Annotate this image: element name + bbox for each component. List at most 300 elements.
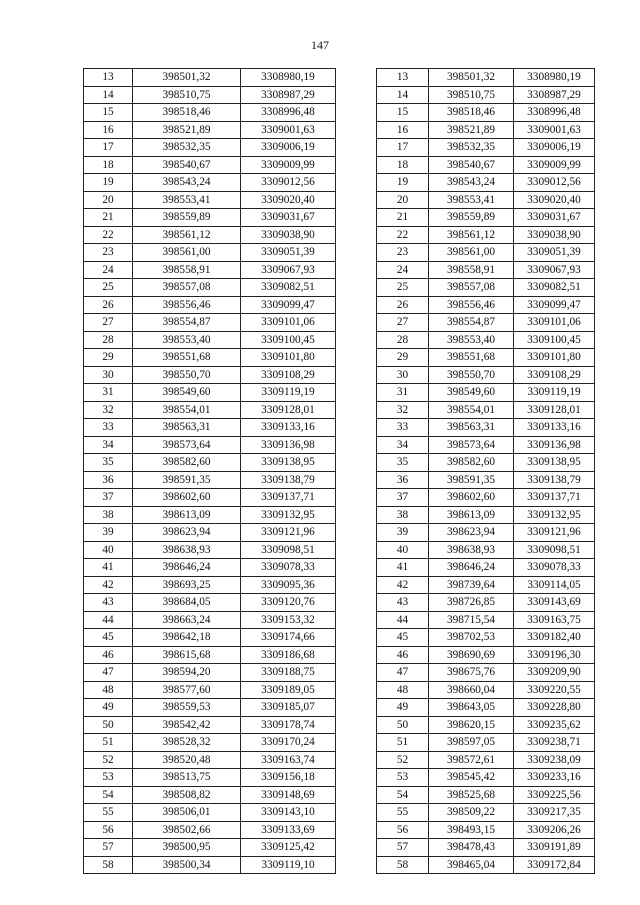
y-coordinate-cell: 3309095,36	[241, 576, 336, 594]
y-coordinate-cell: 3309174,66	[241, 629, 336, 647]
point-number-cell: 36	[84, 471, 133, 489]
y-coordinate-cell: 3309137,71	[241, 489, 336, 507]
table-row	[84, 489, 336, 507]
table-row	[377, 856, 595, 874]
x-coordinate-cell: 398543,24	[429, 174, 514, 192]
y-coordinate-cell: 3309001,63	[514, 121, 595, 139]
table-row	[377, 471, 595, 489]
point-number-cell: 53	[84, 769, 133, 787]
y-coordinate-cell: 3309138,95	[241, 454, 336, 472]
point-number-cell: 49	[377, 699, 429, 717]
table-row	[84, 646, 336, 664]
table-row	[84, 296, 336, 314]
x-coordinate-cell: 398623,94	[429, 524, 514, 542]
y-coordinate-cell: 3309153,32	[241, 611, 336, 629]
table-row	[84, 191, 336, 209]
x-coordinate-cell: 398510,75	[133, 86, 241, 104]
point-number-cell: 29	[84, 349, 133, 367]
point-number-cell: 50	[84, 716, 133, 734]
table-row	[84, 86, 336, 104]
table-row	[377, 261, 595, 279]
x-coordinate-cell: 398518,46	[133, 104, 241, 122]
point-number-cell: 47	[377, 664, 429, 682]
table-row	[377, 821, 595, 839]
y-coordinate-cell: 3309120,76	[241, 594, 336, 612]
table-row	[84, 856, 336, 874]
point-number-cell: 52	[84, 751, 133, 769]
y-coordinate-cell: 3309185,07	[241, 699, 336, 717]
y-coordinate-cell: 3309228,80	[514, 699, 595, 717]
y-coordinate-cell: 3308996,48	[514, 104, 595, 122]
point-number-cell: 54	[84, 786, 133, 804]
point-number-cell: 20	[84, 191, 133, 209]
point-number-cell: 15	[84, 104, 133, 122]
x-coordinate-cell: 398702,53	[429, 629, 514, 647]
point-number-cell: 35	[377, 454, 429, 472]
point-number-cell: 45	[84, 629, 133, 647]
y-coordinate-cell: 3309108,29	[514, 366, 595, 384]
table-row	[377, 506, 595, 524]
point-number-cell: 30	[84, 366, 133, 384]
table-row	[377, 629, 595, 647]
point-number-cell: 27	[84, 314, 133, 332]
x-coordinate-cell: 398554,87	[429, 314, 514, 332]
table-row	[84, 261, 336, 279]
x-coordinate-cell: 398554,01	[133, 401, 241, 419]
point-number-cell: 32	[377, 401, 429, 419]
table-row	[84, 821, 336, 839]
y-coordinate-cell: 3309163,74	[241, 751, 336, 769]
x-coordinate-cell: 398615,68	[133, 646, 241, 664]
y-coordinate-cell: 3309143,69	[514, 594, 595, 612]
x-coordinate-cell: 398557,08	[429, 279, 514, 297]
point-number-cell: 13	[377, 69, 429, 87]
x-coordinate-cell: 398478,43	[429, 839, 514, 857]
y-coordinate-cell: 3309101,80	[241, 349, 336, 367]
y-coordinate-cell: 3309051,39	[241, 244, 336, 262]
point-number-cell: 23	[377, 244, 429, 262]
table-row	[377, 314, 595, 332]
point-number-cell: 24	[377, 261, 429, 279]
point-number-cell: 19	[84, 174, 133, 192]
table-row	[84, 419, 336, 437]
x-coordinate-cell: 398518,46	[429, 104, 514, 122]
y-coordinate-cell: 3309138,79	[514, 471, 595, 489]
y-coordinate-cell: 3309099,47	[514, 296, 595, 314]
table-row	[377, 716, 595, 734]
table-row	[84, 436, 336, 454]
y-coordinate-cell: 3309012,56	[241, 174, 336, 192]
x-coordinate-cell: 398553,41	[429, 191, 514, 209]
table-row	[377, 349, 595, 367]
y-coordinate-cell: 3309206,26	[514, 821, 595, 839]
x-coordinate-cell: 398521,89	[133, 121, 241, 139]
y-coordinate-cell: 3309189,05	[241, 681, 336, 699]
x-coordinate-cell: 398660,04	[429, 681, 514, 699]
point-number-cell: 29	[377, 349, 429, 367]
y-coordinate-cell: 3309191,89	[514, 839, 595, 857]
point-number-cell: 41	[84, 559, 133, 577]
x-coordinate-cell: 398739,64	[429, 576, 514, 594]
y-coordinate-cell: 3309209,90	[514, 664, 595, 682]
x-coordinate-cell: 398528,32	[133, 734, 241, 752]
table-row	[377, 226, 595, 244]
table-row	[84, 209, 336, 227]
table-row	[84, 366, 336, 384]
point-number-cell: 43	[377, 594, 429, 612]
coordinates-table-right-body	[377, 69, 595, 874]
coordinates-table-left	[83, 68, 336, 874]
x-coordinate-cell: 398556,46	[133, 296, 241, 314]
x-coordinate-cell: 398559,53	[133, 699, 241, 717]
table-row	[84, 629, 336, 647]
table-row	[84, 524, 336, 542]
y-coordinate-cell: 3308980,19	[514, 69, 595, 87]
point-number-cell: 14	[84, 86, 133, 104]
point-number-cell: 40	[377, 541, 429, 559]
y-coordinate-cell: 3309196,30	[514, 646, 595, 664]
y-coordinate-cell: 3309163,75	[514, 611, 595, 629]
point-number-cell: 56	[377, 821, 429, 839]
point-number-cell: 31	[377, 384, 429, 402]
x-coordinate-cell: 398582,60	[429, 454, 514, 472]
table-row	[377, 384, 595, 402]
point-number-cell: 54	[377, 786, 429, 804]
x-coordinate-cell: 398726,85	[429, 594, 514, 612]
point-number-cell: 47	[84, 664, 133, 682]
y-coordinate-cell: 3309009,99	[514, 156, 595, 174]
y-coordinate-cell: 3309170,24	[241, 734, 336, 752]
x-coordinate-cell: 398513,75	[133, 769, 241, 787]
y-coordinate-cell: 3308996,48	[241, 104, 336, 122]
point-number-cell: 17	[377, 139, 429, 157]
table-row	[84, 506, 336, 524]
y-coordinate-cell: 3309108,29	[241, 366, 336, 384]
y-coordinate-cell: 3309238,09	[514, 751, 595, 769]
point-number-cell: 37	[84, 489, 133, 507]
table-row	[377, 436, 595, 454]
point-number-cell: 26	[377, 296, 429, 314]
point-number-cell: 28	[377, 331, 429, 349]
x-coordinate-cell: 398532,35	[429, 139, 514, 157]
x-coordinate-cell: 398602,60	[429, 489, 514, 507]
point-number-cell: 53	[377, 769, 429, 787]
x-coordinate-cell: 398638,93	[133, 541, 241, 559]
y-coordinate-cell: 3309101,06	[514, 314, 595, 332]
x-coordinate-cell: 398558,91	[429, 261, 514, 279]
table-row	[377, 611, 595, 629]
table-row	[377, 401, 595, 419]
point-number-cell: 55	[377, 804, 429, 822]
y-coordinate-cell: 3309119,19	[241, 384, 336, 402]
coordinates-table-left-body	[84, 69, 336, 874]
point-number-cell: 51	[84, 734, 133, 752]
y-coordinate-cell: 3309220,55	[514, 681, 595, 699]
table-row	[377, 209, 595, 227]
x-coordinate-cell: 398465,04	[429, 856, 514, 874]
x-coordinate-cell: 398572,61	[429, 751, 514, 769]
table-row	[84, 244, 336, 262]
x-coordinate-cell: 398554,01	[429, 401, 514, 419]
table-row	[377, 296, 595, 314]
table-row	[84, 839, 336, 857]
y-coordinate-cell: 3309001,63	[241, 121, 336, 139]
table-row	[84, 786, 336, 804]
table-row	[377, 244, 595, 262]
y-coordinate-cell: 3309172,84	[514, 856, 595, 874]
y-coordinate-cell: 3308987,29	[241, 86, 336, 104]
table-row	[377, 804, 595, 822]
table-row	[84, 454, 336, 472]
table-row	[377, 541, 595, 559]
x-coordinate-cell: 398684,05	[133, 594, 241, 612]
y-coordinate-cell: 3309100,45	[241, 331, 336, 349]
x-coordinate-cell: 398591,35	[429, 471, 514, 489]
y-coordinate-cell: 3309078,33	[241, 559, 336, 577]
table-row	[377, 454, 595, 472]
y-coordinate-cell: 3309125,42	[241, 839, 336, 857]
x-coordinate-cell: 398542,42	[133, 716, 241, 734]
x-coordinate-cell: 398642,18	[133, 629, 241, 647]
point-number-cell: 36	[377, 471, 429, 489]
y-coordinate-cell: 3309067,93	[514, 261, 595, 279]
y-coordinate-cell: 3309132,95	[241, 506, 336, 524]
point-number-cell: 28	[84, 331, 133, 349]
x-coordinate-cell: 398500,34	[133, 856, 241, 874]
page-number: 147	[311, 38, 329, 52]
point-number-cell: 24	[84, 261, 133, 279]
table-row	[84, 139, 336, 157]
x-coordinate-cell: 398556,46	[429, 296, 514, 314]
x-coordinate-cell: 398646,24	[133, 559, 241, 577]
point-number-cell: 16	[377, 121, 429, 139]
y-coordinate-cell: 3309038,90	[514, 226, 595, 244]
table-row	[84, 471, 336, 489]
x-coordinate-cell: 398559,89	[429, 209, 514, 227]
x-coordinate-cell: 398591,35	[133, 471, 241, 489]
point-number-cell: 44	[84, 611, 133, 629]
table-row	[377, 104, 595, 122]
x-coordinate-cell: 398532,35	[133, 139, 241, 157]
y-coordinate-cell: 3309101,80	[514, 349, 595, 367]
x-coordinate-cell: 398502,66	[133, 821, 241, 839]
y-coordinate-cell: 3309009,99	[241, 156, 336, 174]
y-coordinate-cell: 3309182,40	[514, 629, 595, 647]
table-row	[84, 69, 336, 87]
x-coordinate-cell: 398663,24	[133, 611, 241, 629]
table-row	[84, 541, 336, 559]
table-row	[377, 664, 595, 682]
x-coordinate-cell: 398573,64	[429, 436, 514, 454]
x-coordinate-cell: 398506,01	[133, 804, 241, 822]
x-coordinate-cell: 398559,89	[133, 209, 241, 227]
y-coordinate-cell: 3309188,75	[241, 664, 336, 682]
x-coordinate-cell: 398553,41	[133, 191, 241, 209]
y-coordinate-cell: 3309098,51	[514, 541, 595, 559]
x-coordinate-cell: 398561,00	[429, 244, 514, 262]
point-number-cell: 33	[377, 419, 429, 437]
table-row	[377, 366, 595, 384]
y-coordinate-cell: 3309078,33	[514, 559, 595, 577]
x-coordinate-cell: 398563,31	[133, 419, 241, 437]
x-coordinate-cell: 398623,94	[133, 524, 241, 542]
x-coordinate-cell: 398613,09	[133, 506, 241, 524]
table-row	[84, 681, 336, 699]
table-row	[84, 401, 336, 419]
point-number-cell: 18	[84, 156, 133, 174]
table-row	[84, 576, 336, 594]
point-number-cell: 26	[84, 296, 133, 314]
table-row	[84, 156, 336, 174]
y-coordinate-cell: 3309133,16	[514, 419, 595, 437]
point-number-cell: 52	[377, 751, 429, 769]
table-row	[377, 139, 595, 157]
point-number-cell: 58	[84, 856, 133, 874]
y-coordinate-cell: 3309031,67	[514, 209, 595, 227]
x-coordinate-cell: 398550,70	[429, 366, 514, 384]
x-coordinate-cell: 398561,12	[429, 226, 514, 244]
y-coordinate-cell: 3309186,68	[241, 646, 336, 664]
point-number-cell: 51	[377, 734, 429, 752]
y-coordinate-cell: 3308987,29	[514, 86, 595, 104]
x-coordinate-cell: 398557,08	[133, 279, 241, 297]
point-number-cell: 43	[84, 594, 133, 612]
table-row	[377, 174, 595, 192]
x-coordinate-cell: 398501,32	[429, 69, 514, 87]
point-number-cell: 18	[377, 156, 429, 174]
point-number-cell: 48	[84, 681, 133, 699]
table-row	[377, 681, 595, 699]
y-coordinate-cell: 3308980,19	[241, 69, 336, 87]
x-coordinate-cell: 398563,31	[429, 419, 514, 437]
x-coordinate-cell: 398613,09	[429, 506, 514, 524]
x-coordinate-cell: 398508,82	[133, 786, 241, 804]
y-coordinate-cell: 3309178,74	[241, 716, 336, 734]
point-number-cell: 49	[84, 699, 133, 717]
point-number-cell: 56	[84, 821, 133, 839]
y-coordinate-cell: 3309238,71	[514, 734, 595, 752]
point-number-cell: 20	[377, 191, 429, 209]
table-row	[377, 86, 595, 104]
point-number-cell: 31	[84, 384, 133, 402]
table-row	[377, 559, 595, 577]
y-coordinate-cell: 3309137,71	[514, 489, 595, 507]
point-number-cell: 34	[84, 436, 133, 454]
x-coordinate-cell: 398554,87	[133, 314, 241, 332]
point-number-cell: 34	[377, 436, 429, 454]
table-row	[377, 279, 595, 297]
point-number-cell: 42	[84, 576, 133, 594]
x-coordinate-cell: 398510,75	[429, 86, 514, 104]
point-number-cell: 45	[377, 629, 429, 647]
x-coordinate-cell: 398543,24	[133, 174, 241, 192]
point-number-cell: 38	[377, 506, 429, 524]
x-coordinate-cell: 398500,95	[133, 839, 241, 857]
y-coordinate-cell: 3309128,01	[514, 401, 595, 419]
table-row	[84, 226, 336, 244]
point-number-cell: 33	[84, 419, 133, 437]
x-coordinate-cell: 398545,42	[429, 769, 514, 787]
y-coordinate-cell: 3309100,45	[514, 331, 595, 349]
table-row	[377, 646, 595, 664]
y-coordinate-cell: 3309217,35	[514, 804, 595, 822]
y-coordinate-cell: 3309138,79	[241, 471, 336, 489]
point-number-cell: 39	[377, 524, 429, 542]
y-coordinate-cell: 3309051,39	[514, 244, 595, 262]
point-number-cell: 39	[84, 524, 133, 542]
y-coordinate-cell: 3309121,96	[241, 524, 336, 542]
x-coordinate-cell: 398520,48	[133, 751, 241, 769]
x-coordinate-cell: 398646,24	[429, 559, 514, 577]
table-row	[84, 559, 336, 577]
table-row	[84, 716, 336, 734]
table-row	[377, 121, 595, 139]
table-row	[84, 734, 336, 752]
point-number-cell: 57	[84, 839, 133, 857]
x-coordinate-cell: 398525,68	[429, 786, 514, 804]
table-row	[84, 769, 336, 787]
y-coordinate-cell: 3309006,19	[514, 139, 595, 157]
y-coordinate-cell: 3309235,62	[514, 716, 595, 734]
point-number-cell: 22	[377, 226, 429, 244]
x-coordinate-cell: 398715,54	[429, 611, 514, 629]
x-coordinate-cell: 398675,76	[429, 664, 514, 682]
x-coordinate-cell: 398561,00	[133, 244, 241, 262]
point-number-cell: 46	[84, 646, 133, 664]
y-coordinate-cell: 3309038,90	[241, 226, 336, 244]
point-number-cell: 16	[84, 121, 133, 139]
point-number-cell: 13	[84, 69, 133, 87]
x-coordinate-cell: 398693,25	[133, 576, 241, 594]
x-coordinate-cell: 398550,70	[133, 366, 241, 384]
y-coordinate-cell: 3309082,51	[514, 279, 595, 297]
table-row	[377, 839, 595, 857]
x-coordinate-cell: 398620,15	[429, 716, 514, 734]
point-number-cell: 21	[377, 209, 429, 227]
x-coordinate-cell: 398597,05	[429, 734, 514, 752]
x-coordinate-cell: 398551,68	[429, 349, 514, 367]
x-coordinate-cell: 398549,60	[133, 384, 241, 402]
point-number-cell: 35	[84, 454, 133, 472]
y-coordinate-cell: 3309133,16	[241, 419, 336, 437]
table-row	[84, 611, 336, 629]
point-number-cell: 30	[377, 366, 429, 384]
table-row	[377, 191, 595, 209]
table-row	[377, 69, 595, 87]
y-coordinate-cell: 3309148,69	[241, 786, 336, 804]
y-coordinate-cell: 3309225,56	[514, 786, 595, 804]
x-coordinate-cell: 398521,89	[429, 121, 514, 139]
x-coordinate-cell: 398643,05	[429, 699, 514, 717]
point-number-cell: 15	[377, 104, 429, 122]
y-coordinate-cell: 3309101,06	[241, 314, 336, 332]
x-coordinate-cell: 398553,40	[133, 331, 241, 349]
y-coordinate-cell: 3309128,01	[241, 401, 336, 419]
table-row	[84, 279, 336, 297]
point-number-cell: 23	[84, 244, 133, 262]
point-number-cell: 44	[377, 611, 429, 629]
x-coordinate-cell: 398493,15	[429, 821, 514, 839]
table-row	[84, 384, 336, 402]
table-row	[377, 769, 595, 787]
point-number-cell: 37	[377, 489, 429, 507]
point-number-cell: 48	[377, 681, 429, 699]
table-row	[84, 349, 336, 367]
y-coordinate-cell: 3309006,19	[241, 139, 336, 157]
x-coordinate-cell: 398582,60	[133, 454, 241, 472]
coordinates-table-right	[376, 68, 595, 874]
y-coordinate-cell: 3309067,93	[241, 261, 336, 279]
